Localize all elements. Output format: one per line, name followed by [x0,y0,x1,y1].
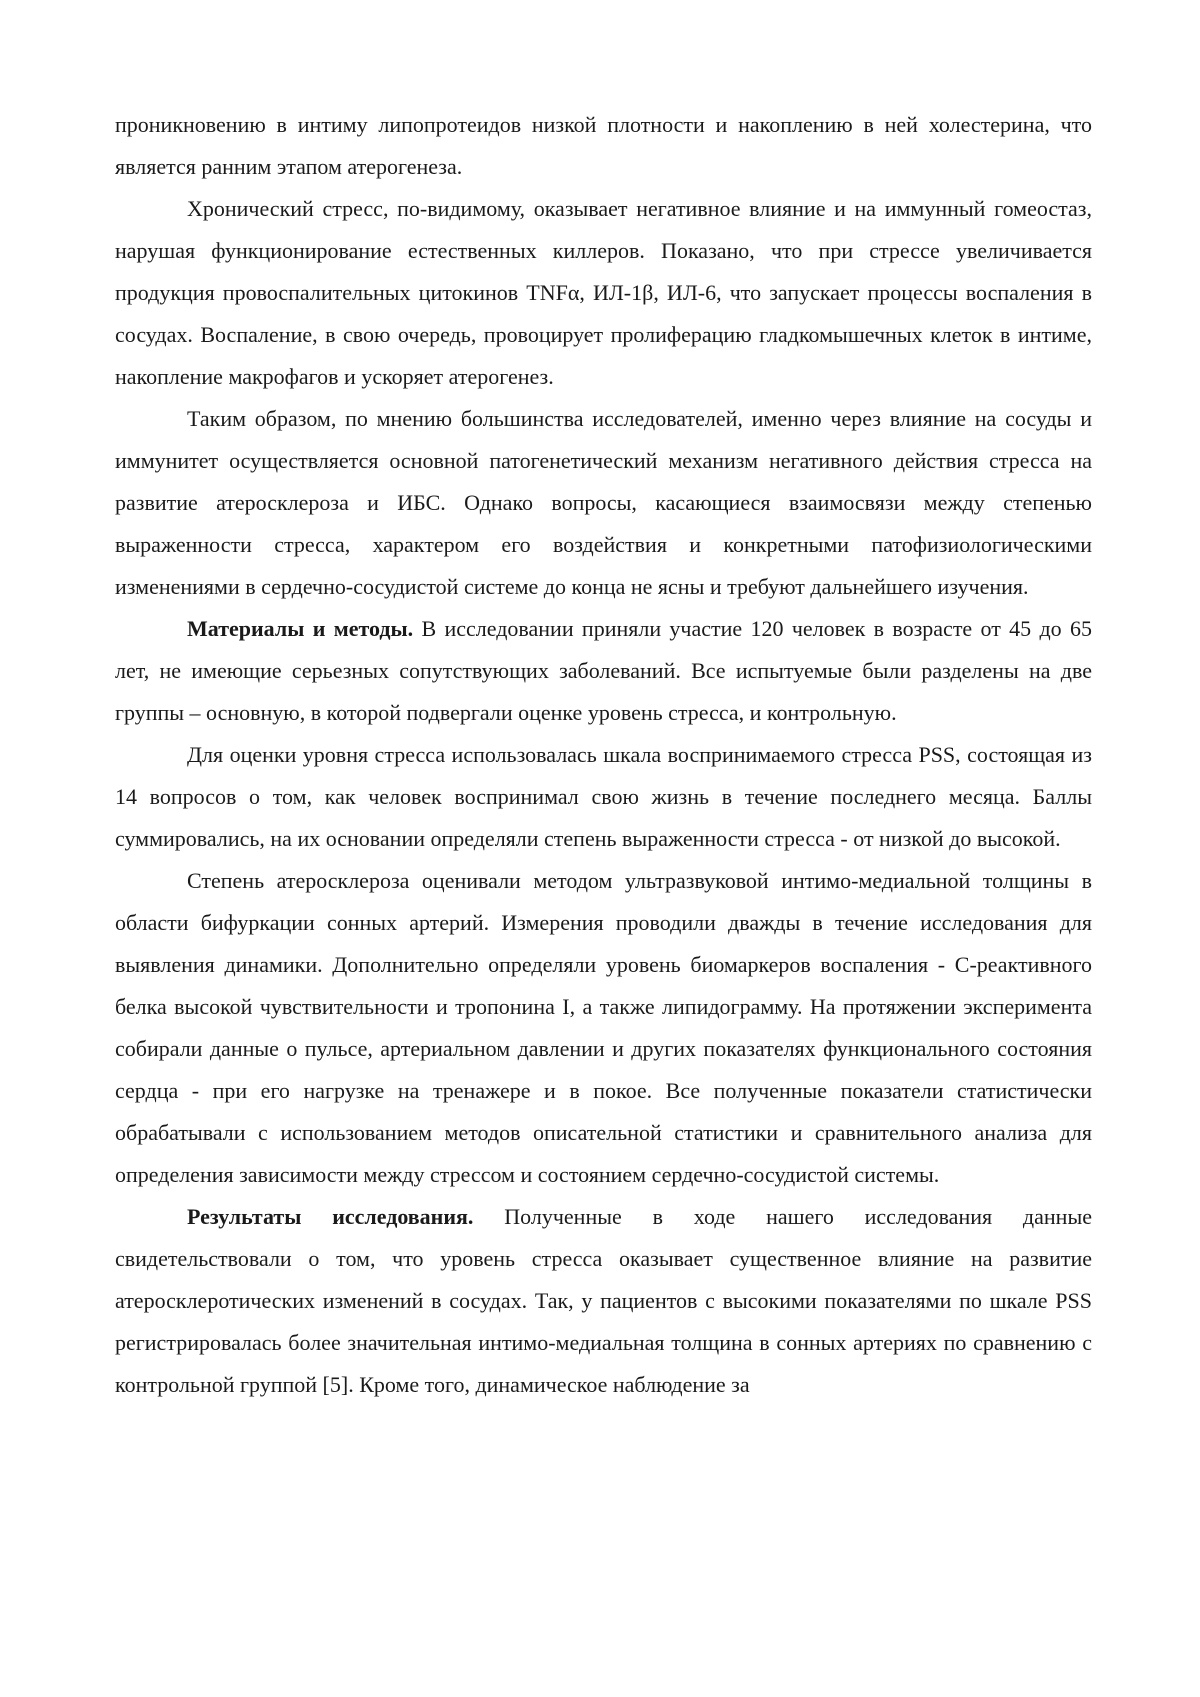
paragraph-results [115,1196,1092,1406]
paragraph-text: Таким образом, по мнению большинства исследователей, именно через влияние на сосуды и иммунитет осуществляется основной патогенетический механизм негативного действия стресса на развитие атеросклероза и ИБС. Однако вопросы, касающиеся взаимосвязи между степенью выраженности стресса, характером его воздействия и конкретными патофизиологическими изменениями в сердечно-сосудистой системе до конца не ясны и требуют дальнейшего изучения. [115,406,1092,599]
paragraph-text: Полученные в ходе нашего исследования данные свидетельствовали о том, что уровень стресса оказывает существенное влияние на развитие атеросклеротических изменений в сосудах. Так, у пациентов с высокими показателями по шкале PSS регистрировалась более значительная интимо-медиальная толщина в сонных артериях по сравнению с контрольной группой [5]. Кроме того, динамическое наблюдение за [115,1204,1092,1397]
paragraph [115,104,1092,188]
paragraph-text: проникновению в интиму липопротеидов низкой плотности и накоплению в ней холестерина, что является ранним этапом атерогенеза. [115,112,1092,179]
paragraph [115,734,1092,860]
document-page [115,104,1092,1406]
paragraph-materials-methods [115,608,1092,734]
paragraph-text: Для оценки уровня стресса использовалась шкала воспринимаемого стресса PSS, состоящая из 14 вопросов о том, как человек воспринимал свою жизнь в течение последнего месяца. Баллы суммировались, на их основании определяли степень выраженности стресса - от низкой до высокой. [115,742,1092,851]
section-heading: Материалы и методы. [187,616,413,641]
paragraph [115,188,1092,398]
section-heading: Результаты исследования. [187,1204,473,1229]
paragraph [115,860,1092,1196]
paragraph-text: В исследовании приняли участие 120 человек в возрасте от 45 до 65 лет, не имеющие серьезных сопутствующих заболеваний. Все испытуемые были разделены на две группы – основную, в которой подвергали оценке уровень стресса, и контрольную. [115,616,1092,725]
paragraph [115,398,1092,608]
paragraph-text: Хронический стресс, по-видимому, оказывает негативное влияние и на иммунный гомеостаз, нарушая функционирование естественных киллеров. Показано, что при стрессе увеличивается продукция провоспалительных цитокинов TNFα, ИЛ-1β, ИЛ-6, что запускает процессы воспаления в сосудах. Воспаление, в свою очередь, провоцирует пролиферацию гладкомышечных клеток в интиме, накопление макрофагов и ускоряет атерогенез. [115,196,1092,389]
paragraph-text: Степень атеросклероза оценивали методом ультразвуковой интимо-медиальной толщины в области бифуркации сонных артерий. Измерения проводили дважды в течение исследования для выявления динамики. Дополнительно определяли уровень биомаркеров воспаления - С-реактивного белка высокой чувствительности и тропонина I, а также липидограмму. На протяжении эксперимента собирали данные о пульсе, артериальном давлении и других показателях функционального состояния сердца - при его нагрузке на тренажере и в покое. Все полученные показатели статистически обрабатывали с использованием методов описательной статистики и сравнительного анализа для определения зависимости между стрессом и состоянием сердечно-сосудистой системы. [115,868,1092,1187]
